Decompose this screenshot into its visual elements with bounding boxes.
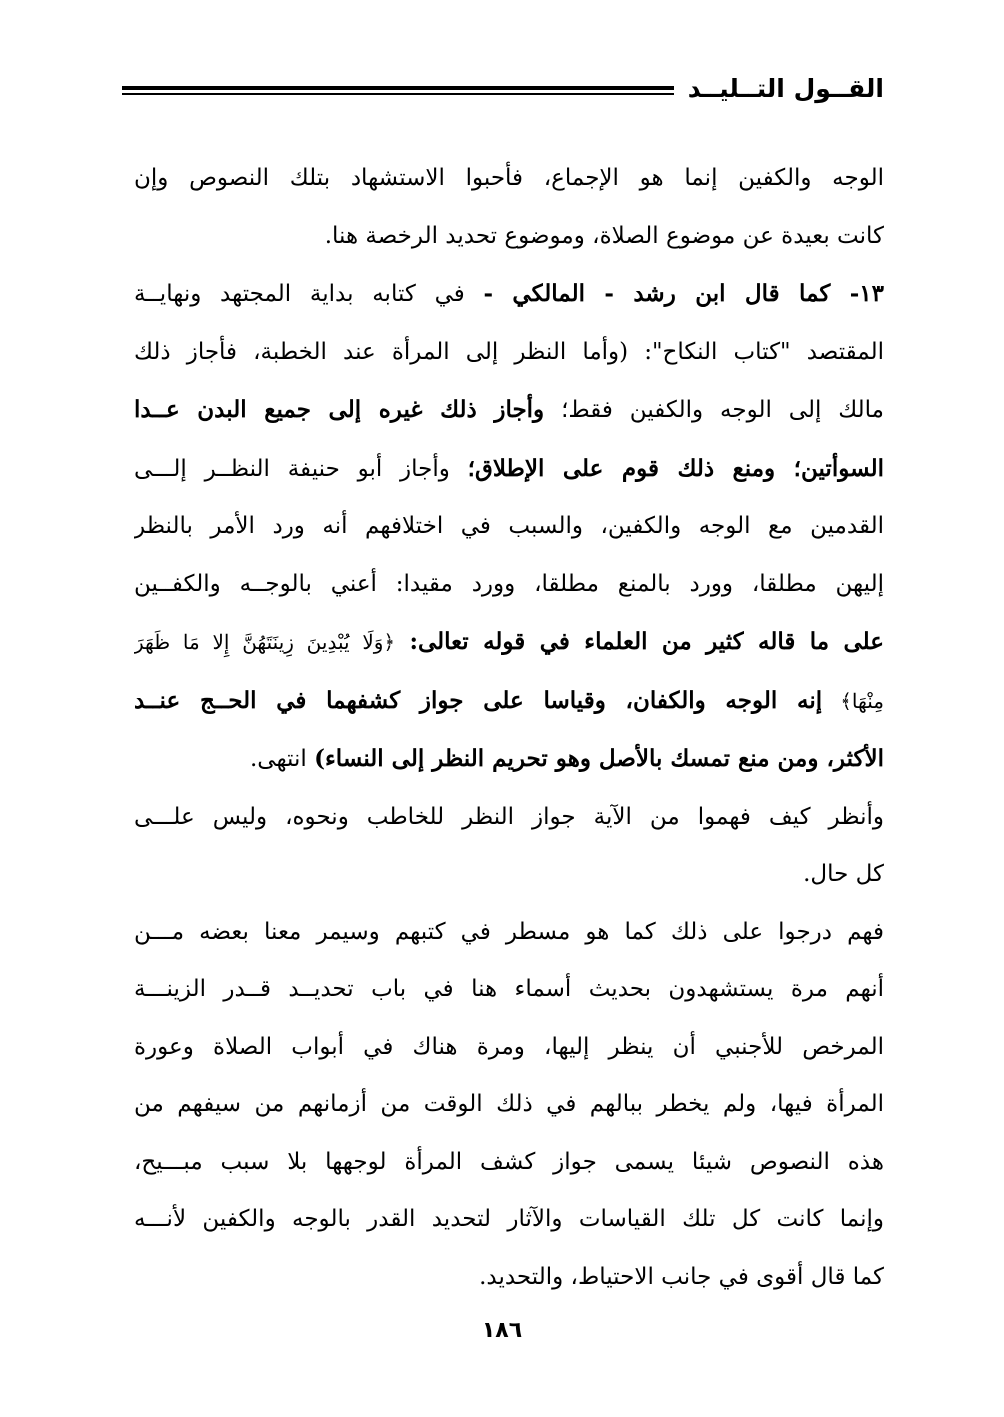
text-line: القدمين مع الوجه والكفين، والسبب في اختلافهم أنه ورد الأمر بالنظر	[134, 513, 884, 539]
quran-verse: ﴿وَلَا يُبْدِينَ زِينَتَهُنَّ إِلا مَا ظَهَرَ	[134, 630, 396, 654]
text-line	[134, 730, 884, 789]
bold-phrase: على ما قاله كثير من العلماء في قوله تعالى:	[395, 628, 884, 655]
text-line: كما قال أقوى في جانب الاحتياط، والتحديد.	[479, 1263, 884, 1290]
bold-phrase: إنه الوجه والكفان، وقياسا على جواز كشفهما في الحــج عنــد	[134, 686, 823, 714]
text-line	[134, 265, 884, 324]
text-line: إليهن مطلقا، وورد بالمنع مطلقا، وورد مقيدا: أعني بالوجــه والكفــين	[134, 570, 884, 597]
text-line: أنهم مرة يستشهدون بحديث أسماء هنا في باب تحديــد قــدر الزينـــة	[134, 976, 884, 1002]
text-line: المرأة فيها، ولم يخطر ببالهم في ذلك الوقت من أزمانهم من سيفهم من	[134, 1091, 884, 1117]
text-line: المرخص للأجنبي أن ينظر إليها، ومرة هناك في أبواب الصلاة وعورة	[134, 1033, 884, 1060]
bold-phrase: السوأتين؛ ومنع ذلك قوم على الإطلاق؛	[467, 454, 884, 482]
text-line	[134, 381, 884, 440]
bold-phrase: وأجاز ذلك غيره إلى جميع البدن عــدا	[134, 396, 545, 423]
text-line	[134, 672, 884, 731]
text-span: انتهى.	[249, 746, 315, 772]
body-text	[134, 150, 884, 1306]
page-number: ١٨٦	[481, 1318, 523, 1343]
page-header	[122, 72, 884, 112]
text-line: الوجه والكفين إنما هو الإجماع، فأحبوا الاستشهاد بتلك النصوص وإن	[134, 165, 884, 191]
text-line: المقتصد "كتاب النكاح": (وأما النظر إلى المرأة عند الخطبة، فأجاز ذلك	[134, 338, 884, 365]
text-line: كانت بعيدة عن موضوع الصلاة، وموضوع تحديد الرخصة هنا.	[324, 222, 884, 249]
text-line: كل حال.	[803, 861, 884, 887]
quran-verse: مِنْهَا﴾	[822, 688, 884, 713]
text-line	[134, 613, 884, 672]
text-line: وأنظر كيف فهموا من الآية جواز النظر للخاطب ونحوه، وليس علـــى	[134, 803, 884, 830]
bold-phrase: ١٣- كما قال ابن رشد - المالكي -	[483, 280, 884, 307]
text-line: هذه النصوص شيئا يسمى جواز كشف المرأة لوجهها بلا سبب مبـــيح،	[134, 1148, 884, 1175]
text-line	[134, 440, 884, 499]
bold-phrase: الأكثر، ومن منع تمسك بالأصل وهو تحريم النظر إلى النساء)	[314, 745, 884, 772]
text-span: مالك إلى الوجه والكفين فقط؛	[544, 397, 884, 423]
text-line: وإنما كانت كل تلك القياسات والآثار لتحديد القدر بالوجه والكفين لأنـــه	[134, 1206, 884, 1232]
text-span: وأجاز أبو حنيفة النظــر إلـــى	[134, 455, 468, 482]
running-title: القــول التــليــد	[687, 74, 884, 103]
text-line: فهم درجوا على ذلك كما هو مسطر في كتبهم وسيمر معنا بعضه مـــن	[134, 918, 884, 945]
text-span: في كتابه بداية المجتهد ونهايــة	[134, 281, 484, 307]
header-rule-thick	[122, 86, 674, 90]
header-rule-thin	[122, 93, 674, 95]
